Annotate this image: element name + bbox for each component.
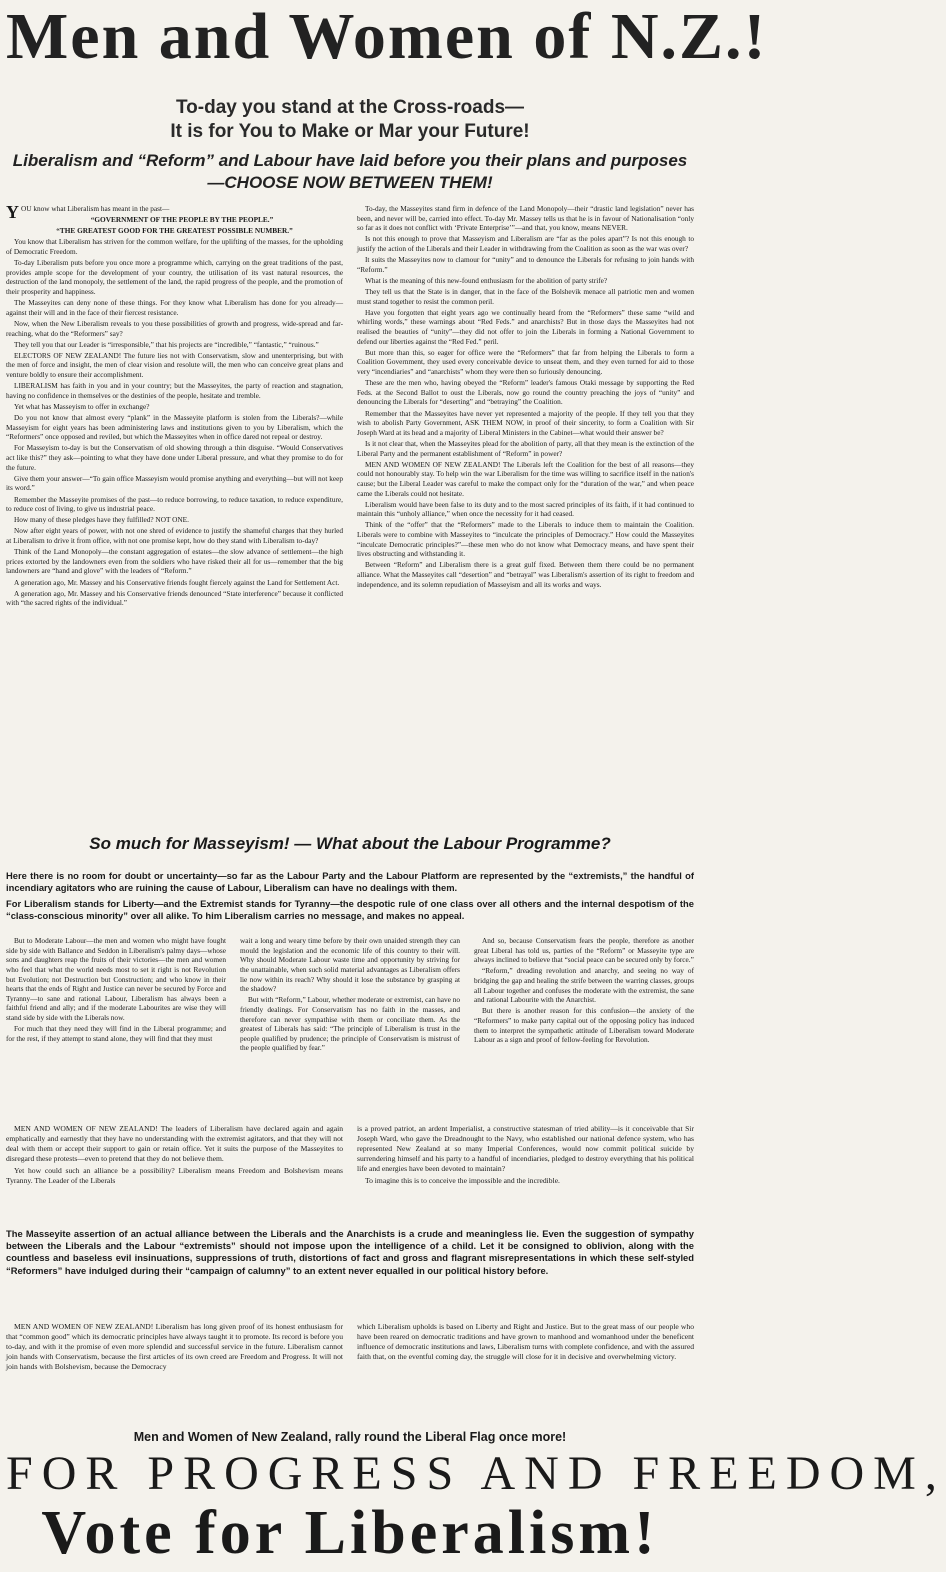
banner-line-2: —CHOOSE NOW BETWEEN THEM! [207,173,493,193]
paragraph: Remember the Masseyite promises of the past—to reduce borrowing, to reduce taxation, to reduce expenditure, to reduce cost of living, to give us industrial peace. [6,494,343,514]
paragraph: Is not this enough to prove that Masseyism and Liberalism are “far as the poles apart”? Is not this enough to justify the action of the Liberals and their Leader in withdrawing from the Coalition as soon as the war was over? [357,234,694,253]
paragraph: which Liberalism upholds is based on Liberty and Right and Justice. But to the great mass of our people who have been reared on democratic traditions and have grown to manhood and womanhood under the beneficent influence of democratic institutions and laws, Liberalism turns with complete confidence, and with the assured faith that, on the eventful coming day, the struggle will close for it in decisive and overwhelming victory. [357,1322,694,1362]
closing-columns [6,1322,694,1424]
paragraph: Liberalism would have been false to its duty and to the most sacred principles of its faith, if it had continued to maintain this “unholy alliance,” when once the necessity for it had ceased. [357,499,694,519]
subheading-line-2: It is for You to Make or Mar your Future! [170,120,530,142]
top-body-columns [6,204,694,824]
slogan-progress-freedom: FOR PROGRESS AND FREEDOM, [6,1447,946,1500]
rally-line: Men and Women of New Zealand, rally round the Liberal Flag once more! [133,1430,567,1444]
paragraph: Give them your answer—“To gain office Masseyism would promise anything and everything—but will not keep its word.” [6,473,343,493]
paragraph: Between “Reform” and Liberalism there is a great gulf fixed. Between them there could be no permanent alliance. What the Masseyites call “desertion” and “betrayal” was Liberalism's assertion of its right to freedom and independence, and its solemn repudiation of Masseyism and all its works and ways. [357,560,694,589]
paragraph: YOU know what Liberalism has meant in the past— [6,202,170,222]
paragraph: What is the meaning of this new-found enthusiasm for the abolition of party strife? [365,275,608,285]
paragraph: But with “Reform,” Labour, whether moderate or extremist, can have no friendly dealings. For Conservatism has no faith in the masses, and therefore can never sympathise with them or conciliate them. As the greatest of Liberals has said: “The principle of Liberalism is trust in the people qualified by prudence; the principle of Conservatism is mistrust of the people qualified by fear.” [240,995,460,1053]
paragraph: A generation ago, Mr. Massey and his Conservative friends denounced “State interference” because it conflicted with “the sacred rights of the individual.” [6,588,343,608]
paragraph: To-day Liberalism puts before you once more a programme which, carrying on the great traditions of the past, provides ample scope for the development of your country, the utilisation of its vast natural resources, the destruction of the land monopoly, the settlement of the land, the rapid progress of the people, and the promotion of their prosperity and happiness. [6,258,343,296]
paragraph: To-day, the Masseyites stand firm in defence of the Land Monopoly—their “drastic land legislation” never has been, and never will be, carried into effect. To-day Mr. Massey tells us that he is in favour of Nationalisation “only so far as it does not conflict with ‘Private Enterprise’”—and that, you know, means NEVER. [357,204,694,233]
paragraph: Is it not clear that, when the Masseyites plead for the abolition of party, all that they mean is the extinction of the Liberal Party and the permanent establishment of “Reform” in power? [357,438,695,458]
paragraph: MEN AND WOMEN OF NEW ZEALAND! The leaders of Liberalism have declared again and again emphatically and earnestly that they have no understanding with the extremist agitators, and that they will not deal with them or accept their support to gain or retain office. Yet it suits the purpose of the Masseyites to disregard these protests—even to pretend that they do not believe them. [6,1124,343,1164]
paragraph: But more than this, so eager for office were the “Reformers” that far from helping the Liberals to form a Coalition Government, they used every conceivable device to unseat them, and they even turned for aid to those very “incendiaries” and “anarchists” whom they were then so furiously denouncing. [357,347,694,376]
main-headline: Men and Women of N.Z.! [6,0,768,73]
labour-right-column [474,936,694,1116]
top-left-column [6,204,343,824]
paragraph: These are the men who, having obeyed the “Reform” leader's famous Otaki message by supporting the Red Feds. at the Second Ballot to oust the Liberals, now go round the country preaching the joys of “unity” and denouncing the Liberals for “deserting” and “betraying” the Coalition. [357,378,694,407]
closing-right-column [357,1322,694,1424]
paragraph: It suits the Masseyites now to clamour for “unity” and to denounce the Liberals for refusing to join hands with “Reform.” [357,255,694,274]
paragraph: Have you forgotten that eight years ago we continually heard from the “Reformers” these same “wild and whirling words,” these warnings about “Red Feds.” and anarchists? But in those days the Masseyites had not realised the beauties of “unity”—they did not offer to join the Liberals in forming a National Government to defend our liberties against the “Red Fed.” peril. [357,307,694,346]
paragraph: ELECTORS OF NEW ZEALAND! The future lies not with Conservatism, slow and unenterprising, but with the men of force and insight, the men of clear vision and resolute will, the men who can conceive great plans and venture boldly to ensure their accomplishment. [6,350,343,379]
quote: “THE GREATEST GOOD FOR THE GREATEST POSSIBLE NUMBER.” [56,226,293,236]
closing-left-column [6,1322,343,1424]
paragraph: For much that they need they will find in the Liberal programme; and for the rest, if they attempt to stand alone, they will find that they must [6,1024,226,1043]
men-and-women-columns [6,1124,694,1222]
subheading-line-1: To-day you stand at the Cross-roads— [175,97,525,118]
paragraph: A generation ago, Mr. Massey and his Conservative friends fought fiercely against the Land for Settlement Act. [14,577,340,587]
paragraph: You know that Liberalism has striven for the common welfare, for the uplifting of the masses, for the upholding of Democratic Freedom. [6,237,343,256]
paragraph: To imagine this is to conceive the impossible and the incredible. [365,1175,560,1185]
paragraph: How many of these pledges have they fulfilled? NOT ONE. [14,515,189,525]
labour-left-column [6,936,226,1116]
paragraph: Do you not know that almost every “plank” in the Masseyite platform is stolen from the Liberals?—while Masseyism for eight years has been administering laws and institutions given to you by Liberalism, which the “Reformers” once opposed and reviled, but which the Masseyites when in office dared not repeal or destroy. [6,413,343,442]
paragraph: Remember that the Masseyites have never yet represented a majority of the people. If they tell you that they wish to abolish Party Government, ASK THEM NOW, in proof of their sincerity, to form a Coalition with Sir Joseph Ward at its head and a majority of Liberal Ministers in the Cabinet—what would their answer be? [357,408,694,437]
paragraph: For Masseyism to-day is but the Conservatism of old showing through a thin disguise. “Would Conservatives act like this?” they ask—pointing to what they have done under Liberal pressure, and what they promise to do for the future. [6,443,343,472]
lead-paragraph-2: For Liberalism stands for Liberty—and the Extremist stands for Tyranny—the despotic rule of one class over all others and the internal despotism of the “class-conscious minority” over all alike. To him Liberalism carries no message, and makes no appeal. [6,898,694,922]
crossroads-subheading [6,96,694,144]
paragraph: LIBERALISM has faith in you and in your country; but the Masseyites, the party of reaction and stagnation, having no confidence in themselves or the destinies of the people, hesitate and tremble. [6,381,343,400]
paragraph: Think of the “offer” that the “Reformers” made to the Liberals to induce them to maintain the Coalition. Liberals were to combine with Masseyites to “inculcate the principles of Democracy.” How could the Masseyites “inculcate Democratic principles?”—these men who do not know what Democracy means, and have spent their lives obstructing and withstanding it. [357,520,694,559]
paragraph: “Reform,” dreading revolution and anarchy, and seeing no way of bridging the gap and healing the strife between the warring classes, groups all Labour together and confuses the moderate with the extremist, the sane and rational Labourite with the Anarchist. [474,966,694,1005]
paragraph: Yet how could such an alliance be a possibility? Liberalism means Freedom and Bolshevism means Tyranny. The Leader of the Liberals [6,1165,343,1185]
paragraph: And so, because Conservatism fears the people, therefore as another great Liberal has told us, parties of the “Reform” or Masseyite type are always inclined to believe that “social peace can be secured only by force.” [474,936,694,965]
lead-paragraph-1: Here there is no room for doubt or uncertainty—so far as the Labour Party and the Labour Platform are represented by the “extremists,” the handful of incendiary agitators who are ruining the cause of Labour, Liberalism can have no dealings with them. [6,870,694,894]
banner-line-1: Liberalism and “Reform” and Labour have laid before you their plans and purposes [12,151,688,170]
paragraph: The Masseyites can deny none of these things. For they know what Liberalism has done for you already—against their will and in the face of their fiercest resistance. [6,298,343,317]
paragraph: Yet what has Masseyism to offer in exchange? [14,401,150,411]
paragraph: They tell you that our Leader is “irresponsible,” that his projects are “incredible,” “fantastic,” “ruinous.” [14,339,319,349]
labour-body-columns [6,936,694,1116]
men-right-column [357,1124,694,1222]
paragraph: But to Moderate Labour—the men and women who might have fought side by side with Ballance and Seddon in Liberalism's palmy days—whose sons and daughters reap the fruits of their victories—the men and women who feel that what the world needs most to set it right is not Revolution but Evolution; not Destruction but Construction; and who know in their hearts that the ends of Right and Justice can never be secured by Force and Tyranny—to sane and rational Labour, Liberalism has always been a faithful friend and ally; and if the moderate Labourites are wise they will stand side by side with the Liberals now. [6,936,226,1022]
paragraph: Think of the Land Monopoly—the constant aggregation of estates—the slow advance of settlement—the high prices extorted by the landowners even from the soldiers who have risked their all for us—remember that the big landowners are “hand and glove” with the leaders of “Reform.” [6,547,343,576]
top-right-column [357,204,694,824]
slogan-vote-liberalism: Vote for Liberalism! [41,1499,659,1567]
paragraph: wait a long and weary time before by their own unaided strength they can mould the legislation and the economic life of this country to their will. Why should Moderate Labour waste time and opportunity by striving for the unattainable, when such solid material advantages as Liberalism offers lie now within its reach? Why should it lose the substance by grasping at the shadow? [240,936,460,994]
quote: “GOVERNMENT OF THE PEOPLE BY THE PEOPLE.” [90,215,274,225]
labour-center-column [240,936,460,1116]
assertion-paragraph: The Masseyite assertion of an actual alliance between the Liberals and the Anarchists is a crude and meaningless lie. Even the suggestion of sympathy between the Liberals and the Labour “extremists” should not impose upon the intelligence of a child. Let it be consigned to oblivion, along with the countless and baseless evil insinuations, suppressions of truth, distortions of fact and gross and flagrant misrepresentations in which these self-styled “Reformers” have indulged during their “campaign of calumny” to an extent never equalled in our political history before. [6,1228,694,1276]
paragraph: But there is another reason for this confusion—the anxiety of the “Reformers” to make party capital out of the opposing policy has induced them to interpret the sympathetic attitude of Liberalism toward Moderate Labour as a sign and proof of fellow-feeling for Revolution. [474,1006,694,1045]
choose-banner [6,150,694,194]
paragraph: MEN AND WOMEN OF NEW ZEALAND! The Liberals left the Coalition for the best of all reasons—they could not honourably stay. To help win the war Liberalism for the time was willing to sacrifice itself in the nation's cause; but the Liberal Leader was careful to make the compact only for the “duration of the war,” and when peace came the Liberals could not hesitate. [357,459,694,498]
paragraph: MEN AND WOMEN OF NEW ZEALAND! Liberalism has long given proof of its honest enthusiasm for that “common good” which its democratic principles have always taught it to promote. Its record is before you to-day, and with it the promise of even more splendid and successful service in the future. Liberalism cannot join hands with Conservatism, because the first articles of its own creed are Freedom and Progress. It will not join hands with Bolshevism, because the Democracy [6,1322,343,1372]
paragraph: Now, when the New Liberalism reveals to you these possibilities of growth and progress, wide-spread and far-reaching, what do the “Reformers” say? [6,318,343,338]
paragraph: is a proved patriot, an ardent Imperialist, a constructive statesman of tried ability—is it conceivable that Sir Joseph Ward, who gave the Dreadnought to the Navy, who established our national defence system, who has represented New Zealand at so many Imperial Conferences, would now commit political suicide by surrendering himself and his party to a handful of incendiaries, pledged to destroy everything that his political life and energies have been devoted to maintain? [357,1124,694,1174]
paragraph: Now after eight years of power, with not one shred of evidence to justify the shameful charges that they hurled at Liberalism to drive it from office, with not one promise kept, how do they stand with Liberalism to-day? [6,526,343,545]
labour-programme-heading: So much for Masseyism! — What about the Labour Programme? [89,834,611,853]
men-left-column [6,1124,343,1222]
paragraph: They tell us that the State is in danger, that in the face of the Bolshevik menace all patriotic men and women must stand together to resist the common peril. [357,287,694,306]
